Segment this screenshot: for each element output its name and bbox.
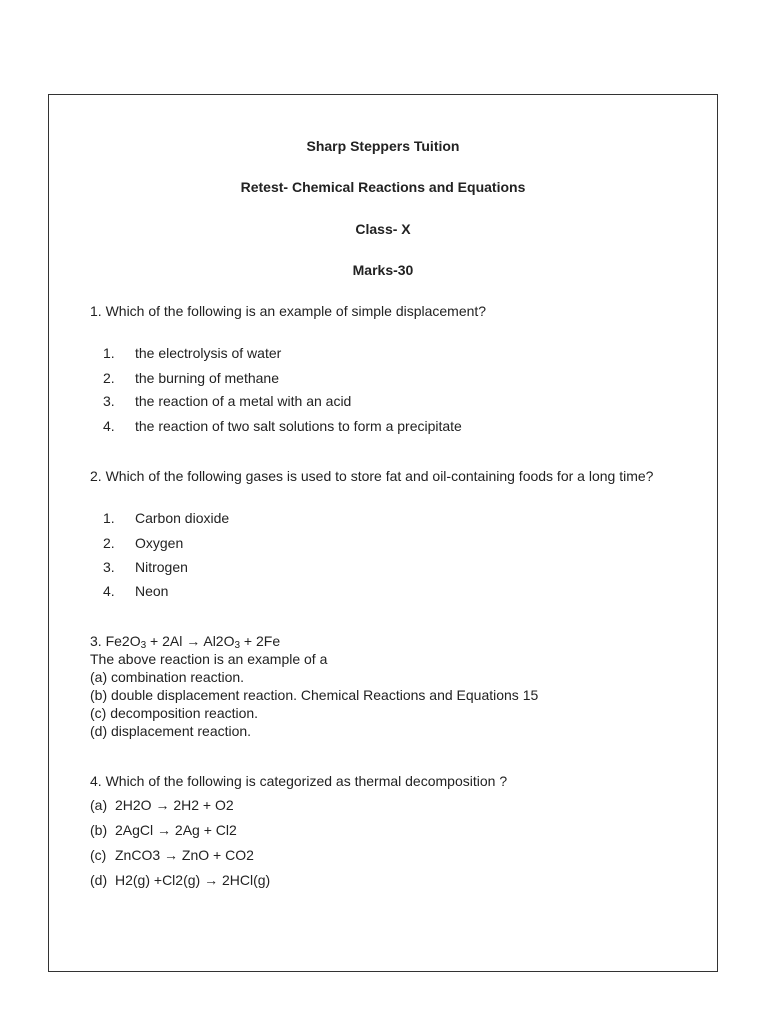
option-number: 2.: [103, 535, 115, 551]
question-3-option-a: (a) combination reaction.: [90, 669, 245, 685]
equation-subscript: 3: [234, 640, 241, 651]
option-text: 2AgCl → 2Ag + Cl2: [115, 822, 237, 838]
equation-part: 3. Fe2O: [90, 633, 141, 649]
option-text: the reaction of a metal with an acid: [135, 393, 352, 409]
question-3-prompt: The above reaction is an example of a: [90, 651, 328, 667]
option-text: ZnCO3 → ZnO + CO2: [115, 847, 254, 863]
option-number: 1.: [103, 510, 115, 526]
option-number: 3.: [103, 393, 115, 409]
question-3-option-c: (c) decomposition reaction.: [90, 705, 259, 721]
option-label: (c): [90, 847, 107, 863]
marks-label: Marks-30: [352, 262, 414, 278]
option-text: the electrolysis of water: [135, 345, 282, 361]
test-title: Retest- Chemical Reactions and Equations: [240, 179, 526, 195]
institute-name: Sharp Steppers Tuition: [306, 138, 460, 154]
option-number: 4.: [103, 583, 115, 599]
class-label: Class- X: [355, 221, 411, 237]
question-paper: [48, 94, 718, 972]
question-4-text: 4. Which of the following is categorized as thermal decomposition ?: [90, 773, 508, 789]
option-number: 1.: [103, 345, 115, 361]
equation-part: + 2Al → Al2O: [146, 633, 235, 649]
option-text: Carbon dioxide: [135, 510, 230, 526]
option-label: (d): [90, 872, 108, 888]
option-number: 4.: [103, 418, 115, 434]
question-3-equation: [90, 633, 280, 649]
question-3-option-b: (b) double displacement reaction. Chemical Reactions and Equations 15: [90, 687, 539, 703]
option-label: (b): [90, 822, 108, 838]
option-text: Neon: [135, 583, 169, 599]
list-item: [90, 797, 234, 813]
option-text: Oxygen: [135, 535, 184, 551]
option-text: H2(g) +Cl2(g) → 2HCl(g): [115, 872, 271, 888]
option-number: 3.: [103, 559, 115, 575]
option-text: the burning of methane: [135, 370, 279, 386]
list-item: [90, 872, 270, 888]
equation-subscript: 3: [140, 640, 147, 651]
question-2-text: 2. Which of the following gases is used to store fat and oil-containing foods for a long time?: [90, 468, 654, 484]
option-number: 2.: [103, 370, 115, 386]
option-text: the reaction of two salt solutions to form a precipitate: [135, 418, 462, 434]
question-3-option-d: (d) displacement reaction.: [90, 723, 252, 739]
option-text: Nitrogen: [135, 559, 188, 575]
list-item: [90, 822, 237, 838]
option-label: (a): [90, 797, 108, 813]
equation-part: + 2Fe: [240, 633, 281, 649]
option-text: 2H2O → 2H2 + O2: [115, 797, 234, 813]
question-1-text: 1. Which of the following is an example of simple displacement?: [90, 303, 487, 319]
list-item: [90, 847, 254, 863]
